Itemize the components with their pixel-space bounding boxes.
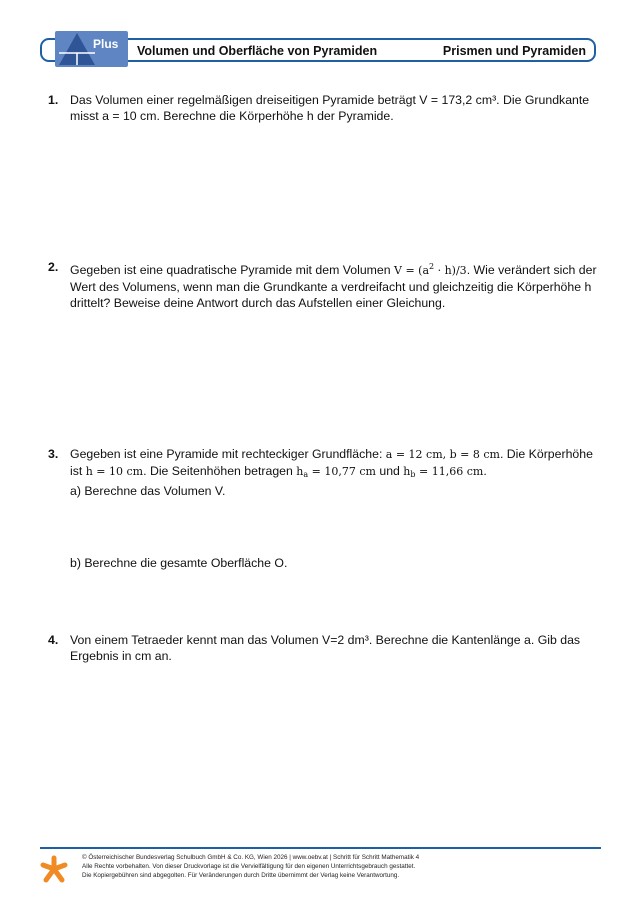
- volume-formula: [394, 264, 467, 277]
- task-text: . Die Seitenhöhen betragen: [143, 464, 297, 478]
- formula-part: = 10,77 cm: [308, 465, 376, 478]
- task-text: . Wie verändert sich der: [466, 263, 597, 277]
- formula-part: h: [296, 465, 304, 478]
- section-title: Prismen und Pyramiden: [442, 44, 586, 58]
- task-text: .: [483, 464, 487, 478]
- subtask-a: a) Berechne das Volumen V.: [70, 484, 226, 498]
- oebv-logo-icon: [40, 854, 68, 884]
- task-text: Gegeben ist eine Pyramide mit rechteckiger Grundfläche:: [70, 447, 386, 461]
- logo-plus-text: Plus: [93, 37, 119, 51]
- footer-copyright: [82, 853, 582, 880]
- task-text-line: Das Volumen einer regelmäßigen dreiseitigen Pyramide beträgt V = 173,2 cm³. Die Grundkante: [70, 93, 590, 107]
- task-text-line: Von einem Tetraeder kennt man das Volumen V=2 dm³. Berechne die Kantenlänge a. Gib das: [70, 633, 581, 647]
- task-text-line: drittelt? Beweise deine Antwort durch das Aufstellen einer Gleichung.: [70, 296, 446, 310]
- task-text: Gegeben ist eine quadratische Pyramide mit dem Volumen: [70, 263, 394, 277]
- task-number: 4.: [48, 633, 59, 647]
- ha-formula: [296, 465, 376, 478]
- task-text-line: [70, 463, 608, 483]
- footer-line: Die Kopiergebühren sind abgegolten. Für Veränderungen durch Dritte übernimmt der Verlag keine Verantwortung.: [82, 872, 400, 879]
- task-number: 1.: [48, 93, 59, 107]
- hb-formula: [403, 465, 483, 478]
- task-text: und: [375, 464, 404, 478]
- subtask-b: b) Berechne die gesamte Oberfläche O.: [70, 556, 288, 570]
- task-text: ist: [70, 464, 86, 478]
- formula-part: V = (a: [394, 264, 430, 277]
- task-text-line: Wert des Volumens, wenn man die Grundkante a verdreifacht und gleichzeitig die Körperhöhe h: [70, 280, 592, 294]
- dimension-formula: a = 12 cm, b = 8 cm: [385, 448, 500, 461]
- footer-line: Alle Rechte vorbehalten. Von dieser Druckvorlage ist die Vervielfältigung für den eigenen Unterrichtsgebrauch gestattet.: [82, 863, 416, 870]
- task-number: 3.: [48, 447, 59, 461]
- pyramid-logo-icon: [55, 31, 128, 67]
- formula-part: = 11,66 cm: [415, 465, 484, 478]
- formula-subscript: a: [303, 470, 309, 479]
- task-text-line: [70, 446, 608, 463]
- task-text-line: Ergebnis in cm an.: [70, 649, 172, 663]
- footer-line: © Österreichischer Bundesverlag Schulbuch GmbH & Co. KG, Wien 2026 | www.oebv.at | Schritt für Schritt Mathematik 4: [82, 854, 420, 861]
- footer-divider: [40, 847, 601, 849]
- formula-part: · h)/3: [434, 264, 467, 277]
- formula-exponent: 2: [429, 262, 435, 271]
- page-title: Volumen und Oberfläche von Pyramiden: [137, 44, 378, 58]
- task-text-line: misst a = 10 cm. Berechne die Körperhöhe h der Pyramide.: [70, 109, 394, 123]
- formula-part: h: [403, 465, 411, 478]
- task-number: 2.: [48, 260, 59, 274]
- formula-subscript: b: [410, 470, 416, 479]
- task-text-line: [70, 259, 608, 279]
- task-text: . Die Körperhöhe: [499, 447, 593, 461]
- height-formula: h = 10 cm: [85, 465, 144, 478]
